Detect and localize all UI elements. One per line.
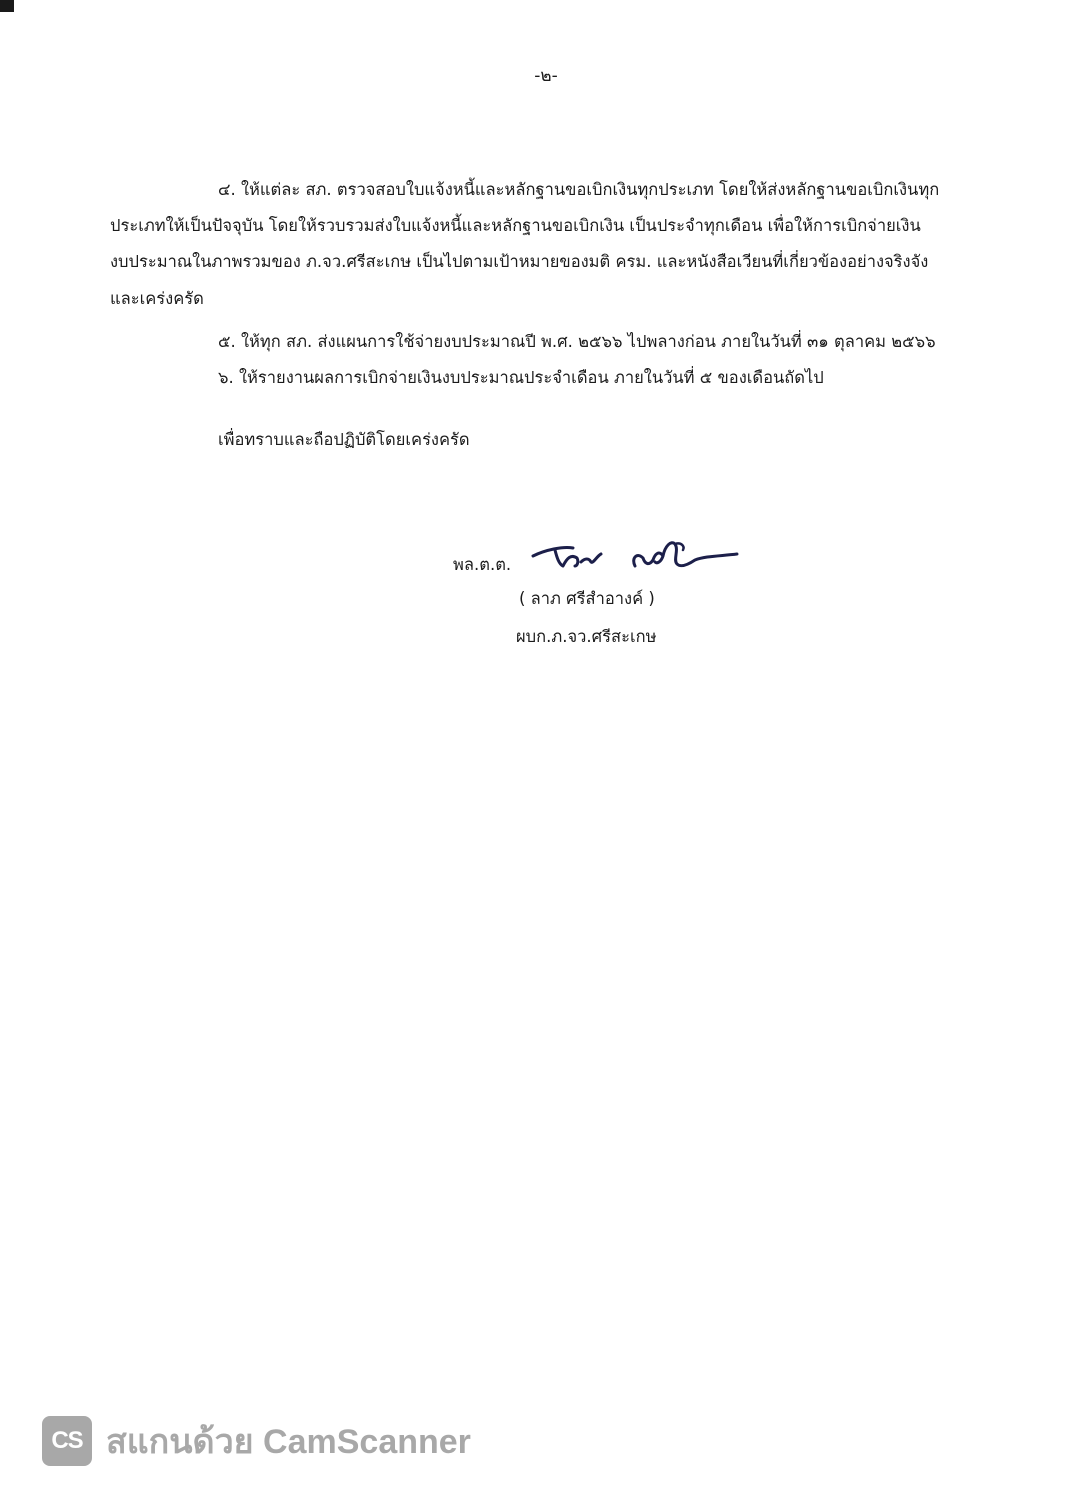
handwritten-signature [525, 536, 740, 580]
signer-name: ( ลาภ ศรีสำอางค์ ) [519, 589, 655, 608]
item5-text: ๕. ให้ทุก สภ. ส่งแผนการใช้จ่ายงบประมาณปี พ.ศ. ๒๕๖๖ ไปพลางก่อน ภายในวันที่ ๓๑ ตุลาคม ๒๕๖๖ [218, 332, 936, 351]
signer-position: ผบก.ภ.จว.ศรีสะเกษ [516, 627, 657, 646]
camscanner-watermark [42, 1414, 471, 1468]
scan-edge-mark [0, 0, 14, 12]
item6-text: ๖. ให้รายงานผลการเบิกจ่ายเงินงบประมาณประจำเดือน ภายในวันที่ ๕ ของเดือนถัดไป [218, 368, 824, 387]
page-number: -๒- [534, 66, 558, 86]
item4-line-3: งบประมาณในภาพรวมของ ภ.จว.ศรีสะเกษ เป็นไปตามเป้าหมายของมติ ครม. และหนังสือเวียนที่เกี่ยวข้องอย่างจริงจัง [110, 252, 929, 271]
item4-line-4: และเคร่งครัด [110, 289, 204, 308]
watermark-text: สแกนด้วย CamScanner [106, 1423, 471, 1461]
closing-text: เพื่อทราบและถือปฏิบัติโดยเคร่งครัด [218, 430, 470, 449]
signer-rank: พล.ต.ต. [453, 555, 512, 574]
item4-line-1: ๔. ให้แต่ละ สภ. ตรวจสอบใบแจ้งหนี้และหลักฐานขอเบิกเงินทุกประเภท โดยให้ส่งหลักฐานขอเบิกเงินทุก [218, 180, 940, 199]
camscanner-logo-icon: CS [42, 1416, 92, 1466]
item4-line-2: ประเภทให้เป็นปัจจุบัน โดยให้รวบรวมส่งใบแจ้งหนี้และหลักฐานขอเบิกเงิน เป็นประจำทุกเดือน เพื่อให้การเบิกจ่ายเงิน [110, 216, 921, 235]
